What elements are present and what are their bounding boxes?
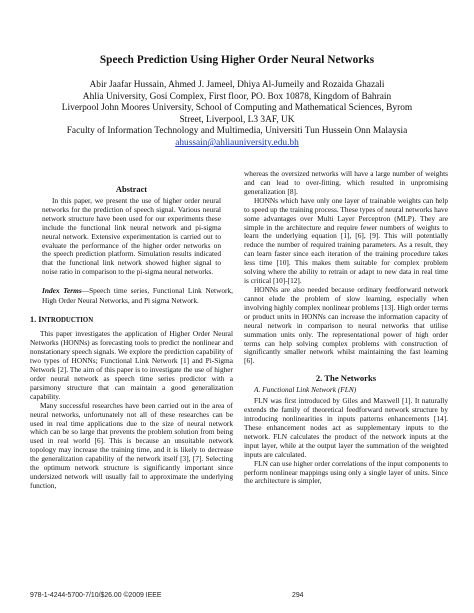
author-email-link[interactable]: ahussain@ahliauniversity.edu.bh	[175, 137, 299, 148]
intro-paragraph-2: Many successful researches have been carried out in the area of neural networks, unfortunately not all of these researches can be used in real time applications due to the size of neural network which can be so large that prevents the problem solution from being used in real world [6]. This is because an unsuitable network topology may increase the training time, and it is likely to decrease the generalization capability of the network itself [3], [7]. Selecting the optimum network structure is significantly important since undersized network will usually fail to approximate the underlying function,	[30, 400, 233, 490]
section-2-heading: 2. The Networks	[315, 373, 377, 384]
page-footer	[30, 592, 450, 599]
affiliation-2: Liverpool John Moores University, School of Computing and Mathematical Sciences, Byrom Street, Liverpool, L3 3AF, UK	[61, 103, 413, 125]
author-block	[58, 80, 416, 150]
right-paragraph-1: whereas the oversized networks will have a large number of weights and can lead to over-fitting, which resulted in unpromising generalization [8].	[244, 169, 448, 196]
intro-heading-text: NTRODUCTION	[41, 317, 94, 325]
affiliation-3: Faculty of Information Technology and Multimedia, Universiti Tun Hussein Onn Malaysia	[66, 126, 408, 137]
intro-heading	[30, 316, 233, 326]
paper-title: Speech Prediction Using Higher Order Neural Networks	[99, 54, 375, 66]
abstract-body: In this paper, we present the use of higher order neural networks for the prediction of speech signal. Various neural network structure have been used for our experiments these include the functional link neural network and pi-sigma neural network. Extensive experimentation is carried out to evaluate the performance of the higher order networks on the speech prediction platform. Simulation results indicated that the functional link network showed higher signal to noise ratio in comparison to the pi-sigma neural networks.	[42, 195, 221, 277]
author-names: Abir Jaafar Hussain, Ahmed J. Jameel, Dhiya Al-Jumeily and Rozaida Ghazali	[89, 80, 385, 90]
index-terms-label: Index Terms	[42, 286, 82, 296]
right-paragraph-3: HONNs are also needed because ordinary feedforward network cannot elude the problem of slow learning, especially when involving highly complex nonlinear problems [13]. High order terms or product units in HONNs can increase the information capacity of neural network in comparison to neural networks that utilise summation units only. The representational power of high order terms can help solving complex problems with construction of significantly smaller network whilst maintaining the fast learning [6].	[244, 284, 448, 366]
fln-paragraph-2: FLN can use higher order correlations of the input components to perform nonlinear mappings using only a single layer of units. Since the architecture is simpler,	[244, 458, 448, 486]
affiliation-1: Ahlia University, Gosi Complex, First floor, PO. Box 10878, Kingdom of Bahrain	[82, 91, 392, 102]
index-terms-body: Speech time series, Functional Link Network, High Order Neural Networks, and Pi sigma Network.	[42, 286, 233, 305]
index-terms-dash: —	[81, 286, 90, 296]
intro-paragraph-1: This paper investigates the application of Higher Order Neural Networks (HONNs) as forecasting tools to predict the nonlinear and nonstationary speech signals. We explore the prediction capability of two types of HONNs; Functional Link Network [1] and Pi-Sigma Network [2]. The aim of this paper is to investigate the use of higher order neural network as speech time series predictor with a parsimony structure that can maintain a good generalization capability.	[30, 329, 233, 401]
page-number: 294	[292, 592, 304, 599]
abstract-heading: Abstract	[115, 185, 148, 194]
footer-isbn: 978-1-4244-5700-7/10/$26.00 ©2009 IEEE	[30, 592, 162, 599]
subsection-a-heading: A. Functional Link Network (FLN)	[254, 385, 357, 395]
right-paragraph-2: HONNs which have only one layer of trainable weights can help to speed up the training process. These types of neural networks have some advantages over Multi Layer Perceptron (MLP). They are simple in the architecture and require fewer numbers of weights to learn the underlying equation [1], [6], [9]. This will potentially reduce the number of required training parameters. As a result, they can learn faster since each iteration of the training procedure takes less time [10]. This makes them suitable for complex problem solving where the ability to retrain or adapt to new data in real time is critical [10]-[12].	[244, 195, 448, 286]
right-column	[244, 170, 448, 486]
intro-heading-number: 1. I	[30, 315, 42, 325]
left-column	[30, 172, 233, 491]
fln-paragraph-1: FLN was first introduced by Giles and Maxwell [1]. It naturally extends the family of theoretical feedforward network structure by introducing nonlinearities in inputs patterns enhancements [14]. These enhancement nodes act as supplementary inputs to the network. FLN calculates the product of the network inputs at the input layer, while at the output layer the summation of the weighted inputs are calculated.	[244, 396, 448, 459]
index-terms	[30, 286, 233, 305]
